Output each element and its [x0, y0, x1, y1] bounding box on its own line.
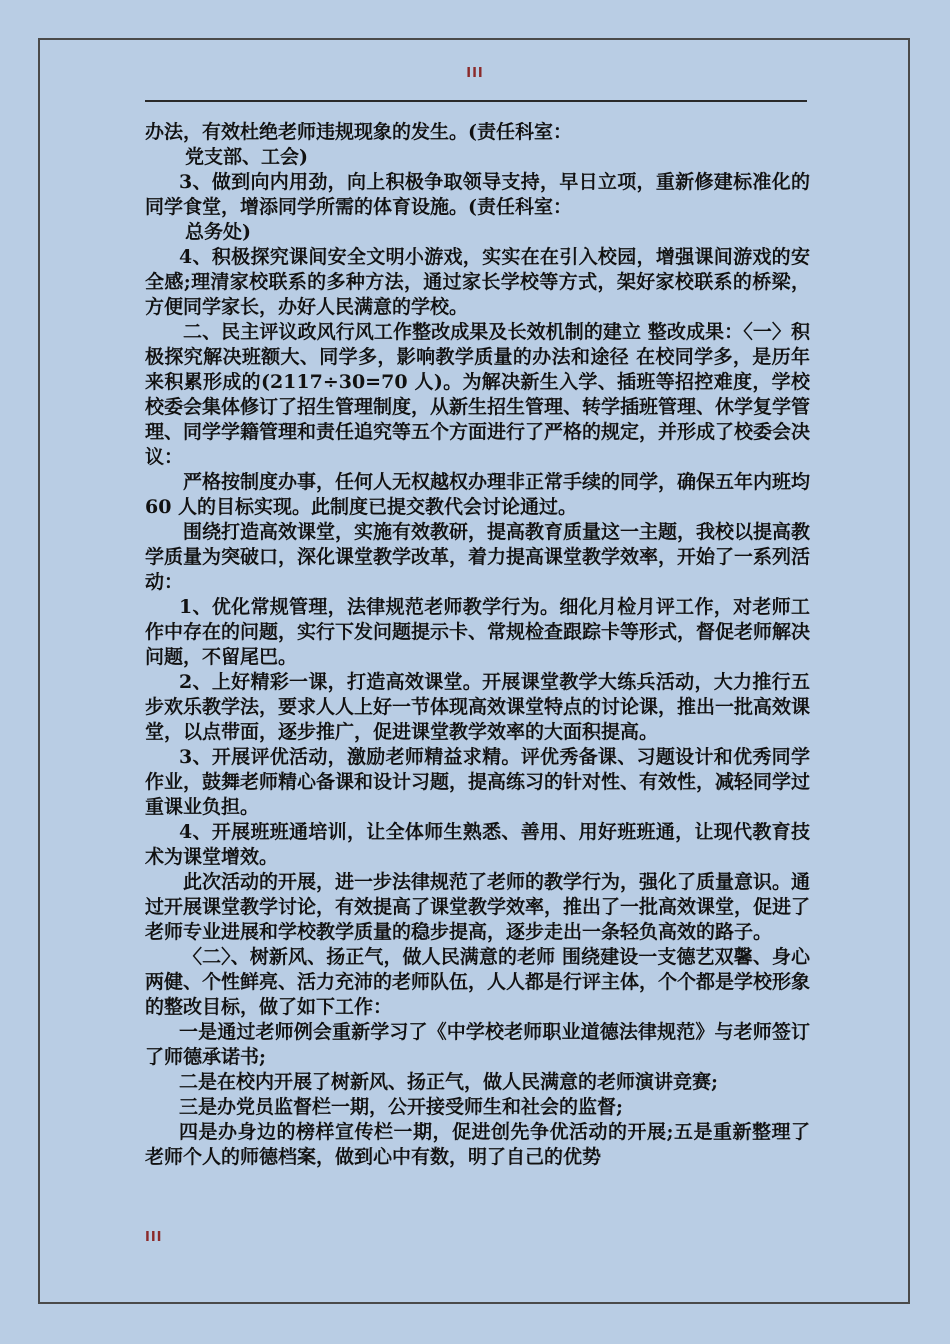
paragraph: 一是通过老师例会重新学习了《中学校老师职业道德法律规范》与老师签订了师德承诺书; [145, 1021, 810, 1068]
paragraph: 总务处) [185, 221, 251, 243]
paragraph: 此次活动的开展，进一步法律规范了老师的教学行为，强化了质量意识。通过开展课堂教学讨论，有效提高了课堂教学效率，推出了一批高效课堂，促进了老师专业进展和学校教学质量的稳步提高，逐步走出一条轻负高效的路子。 [145, 871, 811, 943]
footer-mark: III [145, 1230, 163, 1245]
paragraph: 3、开展评优活动，激励老师精益求精。评优秀备课、习题设计和优秀同学作业，鼓舞老师精心备课和设计习题，提高练习的针对性、有效性，减轻同学过重课业负担。 [145, 746, 811, 818]
paragraph: 二是在校内开展了树新风、扬正气，做人民满意的老师演讲竞赛; [179, 1071, 719, 1093]
paragraph: 3、做到向内用劲，向上积极争取领导支持，早日立项，重新修建标准化的同学食堂，增添同学所需的体育设施。(责任科室： [145, 171, 810, 218]
paragraph: 围绕打造高效课堂，实施有效教研，提高教育质量这一主题，我校以提高教学质量为突破口，深化课堂教学改革，着力提高课堂教学效率，开始了一系列活动： [145, 521, 811, 593]
paragraph: 4、开展班班通培训，让全体师生熟悉、善用、用好班班通，让现代教育技术为课堂增效。 [145, 821, 810, 868]
paragraph: 办法，有效杜绝老师违规现象的发生。(责任科室： [145, 121, 572, 143]
header-rule [145, 100, 807, 102]
paragraph: 二、民主评议政风行风工作整改成果及长效机制的建立 整改成果：〈一〉积极探究解决班额大、同学多，影响教学质量的办法和途径 在校同学多，是历年来积累形成的(2117÷30=70 人)。为解决新生入学、插班等招控难度，学校校委会集体修订了招生管理制度，从新生招生管理、转学插班管理、休学复学管理、同学学籍管理和责任追究等五个方面进行了严格的规定，并形成了校委会决议： [145, 321, 811, 468]
document-body [145, 120, 810, 1170]
paragraph: 4、积极探究课间安全文明小游戏，实实在在引入校园，增强课间游戏的安全感;理清家校联系的多种方法，通过家长学校等方式，架好家校联系的桥梁，方便同学家长，办好人民满意的学校。 [145, 246, 810, 318]
paragraph: 1、优化常规管理，法律规范老师教学行为。细化月检月评工作，对老师工作中存在的问题，实行下发问题提示卡、常规检查跟踪卡等形式，督促老师解决问题，不留尾巴。 [145, 596, 811, 668]
paragraph: 〈二〉、树新风、扬正气，做人民满意的老师 围绕建设一支德艺双馨、身心两健、个性鲜亮、活力充沛的老师队伍，人人都是行评主体，个个都是学校形象的整改目标，做了如下工作： [145, 946, 811, 1018]
paragraph: 2、上好精彩一课，打造高效课堂。开展课堂教学大练兵活动，大力推行五步欢乐教学法，要求人人上好一节体现高效课堂特点的讨论课，推出一批高效课堂，以点带面，逐步推广，促进课堂教学效率的大面积提高。 [145, 671, 811, 743]
paragraph: 四是办身边的榜样宣传栏一期，促进创先争优活动的开展;五是重新整理了老师个人的师德档案，做到心中有数，明了自己的优势 [145, 1121, 810, 1168]
paragraph: 党支部、工会) [185, 146, 308, 168]
header-mark: III [466, 66, 484, 81]
paragraph: 三是办党员监督栏一期，公开接受师生和社会的监督; [179, 1096, 624, 1118]
paragraph: 严格按制度办事，任何人无权越权办理非正常手续的同学，确保五年内班均 60 人的目标实现。此制度已提交教代会讨论通过。 [145, 471, 811, 518]
